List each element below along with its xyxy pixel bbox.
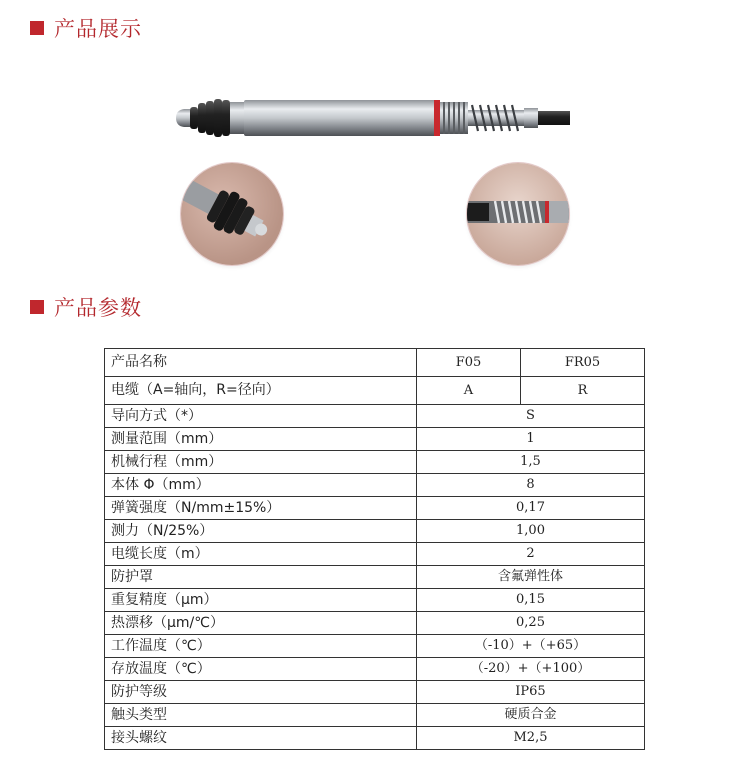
table-cell-label: 触头类型: [105, 704, 417, 727]
table-row: [105, 681, 645, 704]
section-marker: [30, 21, 44, 35]
table-cell-label: 工作温度（℃）: [105, 635, 417, 658]
table-row: [105, 704, 645, 727]
table-cell-value: 0,17: [417, 497, 645, 520]
table-row: [105, 349, 645, 377]
table-cell-value: （-10）+（+65）: [417, 635, 645, 658]
table-cell-label: 弹簧强度（N/mm±15%）: [105, 497, 417, 520]
spring-closeup-image: [467, 163, 569, 265]
table-cell-label: 防护等级: [105, 681, 417, 704]
table-cell-label: 防护罩: [105, 566, 417, 589]
table-cell-label: 测力（N/25%）: [105, 520, 417, 543]
table-cell-label: 重复精度（μm）: [105, 589, 417, 612]
table-cell-label: 产品名称: [105, 349, 417, 377]
table-cell-value: 0,15: [417, 589, 645, 612]
table-row: [105, 451, 645, 474]
table-row: [105, 612, 645, 635]
table-cell-label: 电缆（A=轴向，R=径向）: [105, 377, 417, 405]
table-row: [105, 405, 645, 428]
table-cell-fr05: FR05: [521, 349, 645, 377]
section-header-params: [30, 292, 142, 322]
table-row: [105, 566, 645, 589]
table-row: [105, 543, 645, 566]
table-cell-value: M2,5: [417, 727, 645, 750]
table-row: [105, 520, 645, 543]
table-row: [105, 635, 645, 658]
table-row: [105, 497, 645, 520]
spec-table: [104, 348, 645, 750]
product-probe-image: [170, 85, 572, 155]
table-cell-value: 硬质合金: [417, 704, 645, 727]
table-row: [105, 377, 645, 405]
table-cell-label: 接头螺纹: [105, 727, 417, 750]
table-cell-value: 1,00: [417, 520, 645, 543]
table-row: [105, 428, 645, 451]
table-cell-label: 导向方式（*）: [105, 405, 417, 428]
tip-closeup-image: [181, 163, 283, 265]
table-row: [105, 658, 645, 681]
table-cell-value: 1,5: [417, 451, 645, 474]
table-cell-label: 本体 Φ（mm）: [105, 474, 417, 497]
table-cell-value: （-20）+（+100）: [417, 658, 645, 681]
table-row: [105, 727, 645, 750]
table-row: [105, 474, 645, 497]
section-marker: [30, 300, 44, 314]
table-cell-value: 8: [417, 474, 645, 497]
table-cell-label: 测量范围（mm）: [105, 428, 417, 451]
table-row: [105, 589, 645, 612]
table-cell-value: 1: [417, 428, 645, 451]
section-header-showcase: [30, 13, 142, 43]
table-cell-f05: A: [417, 377, 521, 405]
table-cell-fr05: R: [521, 377, 645, 405]
section-title: 产品参数: [54, 296, 142, 320]
table-cell-value: 含氟弹性体: [417, 566, 645, 589]
section-title: 产品展示: [54, 17, 142, 41]
table-cell-value: IP65: [417, 681, 645, 704]
table-cell-label: 机械行程（mm）: [105, 451, 417, 474]
table-cell-f05: F05: [417, 349, 521, 377]
table-cell-label: 电缆长度（m）: [105, 543, 417, 566]
table-cell-value: 2: [417, 543, 645, 566]
table-cell-label: 存放温度（℃）: [105, 658, 417, 681]
table-cell-label: 热漂移（μm/℃）: [105, 612, 417, 635]
table-cell-value: 0,25: [417, 612, 645, 635]
table-cell-value: S: [417, 405, 645, 428]
